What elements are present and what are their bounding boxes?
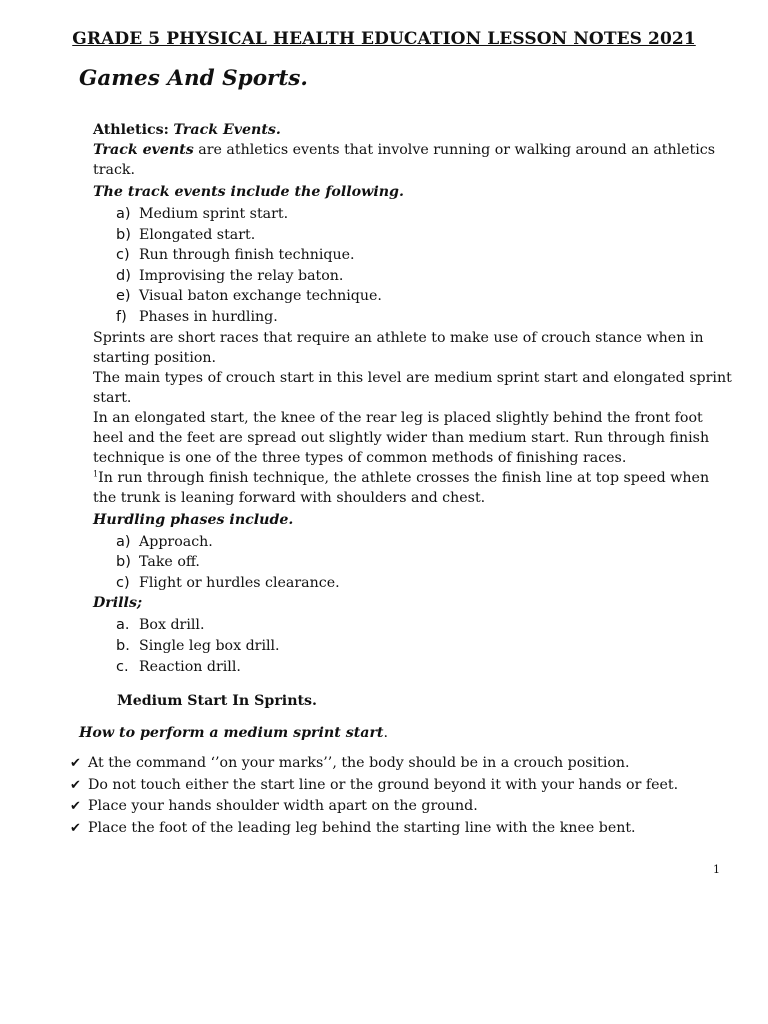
list-item: [70, 753, 750, 775]
list-item-text: Approach.: [139, 533, 213, 550]
list-marker: c): [116, 247, 130, 264]
track-events-list: [93, 204, 733, 328]
sprints-paragraph: Sprints are short races that require an athlete to make use of crouch stance when in starting position.: [93, 329, 704, 366]
intro-term: Track events: [93, 142, 194, 158]
list-marker: c.: [116, 658, 129, 675]
list-item-text: Medium sprint start.: [139, 206, 289, 222]
howto-heading: [79, 723, 733, 743]
lesson-body: [70, 120, 733, 839]
check-icon: ✔: [70, 756, 81, 772]
check-icon: ✔: [70, 799, 81, 815]
drills-list: [93, 615, 733, 677]
steps-list: [70, 753, 750, 839]
list-item-text: Phases in hurdling.: [139, 308, 278, 325]
list-item-text: Elongated start.: [139, 226, 256, 243]
list-item: [93, 204, 733, 225]
section-heading: [93, 120, 733, 140]
list-marker: f): [116, 308, 127, 325]
list-item-text: Run through finish technique.: [139, 247, 355, 264]
list-marker: a): [116, 533, 131, 550]
page-title: Games And Sports.: [79, 66, 308, 91]
list-item-text: Single leg box drill.: [139, 637, 280, 654]
list-item: [93, 657, 733, 678]
step-text: At the command ‘’on your marks’’, the body should be in a crouch position.: [88, 755, 630, 772]
list-item: [93, 266, 733, 287]
list-marker: d): [116, 267, 131, 284]
list-item: [93, 573, 733, 594]
footnote-marker: 1: [93, 468, 99, 478]
document-header: GRADE 5 PHYSICAL HEALTH EDUCATION LESSON NOTES 2021: [72, 29, 696, 49]
finish-paragraph: [93, 468, 733, 508]
list-marker: c): [116, 574, 130, 591]
list-item-text: Improvising the relay baton.: [139, 267, 344, 284]
list-marker: b): [116, 226, 131, 243]
list-item: [93, 532, 733, 553]
page-number: 1: [713, 863, 720, 876]
section-topic: Track Events.: [173, 122, 281, 138]
list-item: [93, 615, 733, 636]
step-text: Place your hands shoulder width apart on the ground.: [88, 798, 478, 815]
howto-period: .: [383, 725, 388, 742]
list-item: [70, 775, 750, 797]
howto-text: How to perform a medium sprint start: [79, 725, 384, 742]
intro-text: are athletics events that involve running or walking around an athletics track.: [93, 142, 716, 178]
list-item: [93, 286, 733, 307]
step-text: Do not touch either the start line or the ground beyond it with your hands or feet.: [88, 776, 679, 793]
finish-text: In run through finish technique, the athlete crosses the finish line at top speed when the trunk is leaning forward with shoulders and chest.: [93, 469, 710, 506]
list-item-text: Take off.: [139, 554, 200, 571]
medium-start-heading: Medium Start In Sprints.: [117, 693, 317, 710]
list-item: [93, 307, 733, 328]
intro-paragraph: [93, 140, 733, 180]
hurdling-heading: Hurdling phases include.: [93, 511, 294, 528]
list-item-text: Flight or hurdles clearance.: [139, 574, 340, 591]
list-item-text: Box drill.: [139, 617, 205, 634]
list-marker: a.: [116, 617, 130, 634]
check-icon: ✔: [70, 820, 81, 836]
list-item-text: Reaction drill.: [139, 658, 241, 675]
list-marker: e): [116, 288, 131, 305]
list-item: [93, 245, 733, 266]
list-item: [93, 636, 733, 657]
list-marker: b.: [116, 637, 130, 654]
section-label: Athletics:: [93, 122, 169, 138]
list-item: [70, 818, 750, 840]
list-item: [93, 225, 733, 246]
drills-heading: Drills;: [93, 595, 143, 612]
list-marker: b): [116, 554, 131, 571]
list-item: [93, 552, 733, 573]
elongated-paragraph: In an elongated start, the knee of the rear leg is placed slightly behind the front foot heel and the feet are spread out slightly wider than medium start. Run through finish technique is one of the three types of common methods of finishing races.: [93, 409, 710, 466]
list-item-text: Visual baton exchange technique.: [139, 288, 382, 305]
list-marker: a): [116, 206, 131, 222]
crouch-paragraph: The main types of crouch start in this level are medium sprint start and elongated sprint start.: [93, 369, 732, 406]
step-text: Place the foot of the leading leg behind the starting line with the knee bent.: [88, 819, 636, 836]
track-events-heading: The track events include the following.: [93, 184, 404, 200]
hurdling-list: [93, 532, 733, 594]
check-icon: ✔: [70, 777, 81, 793]
list-item: [70, 796, 750, 818]
